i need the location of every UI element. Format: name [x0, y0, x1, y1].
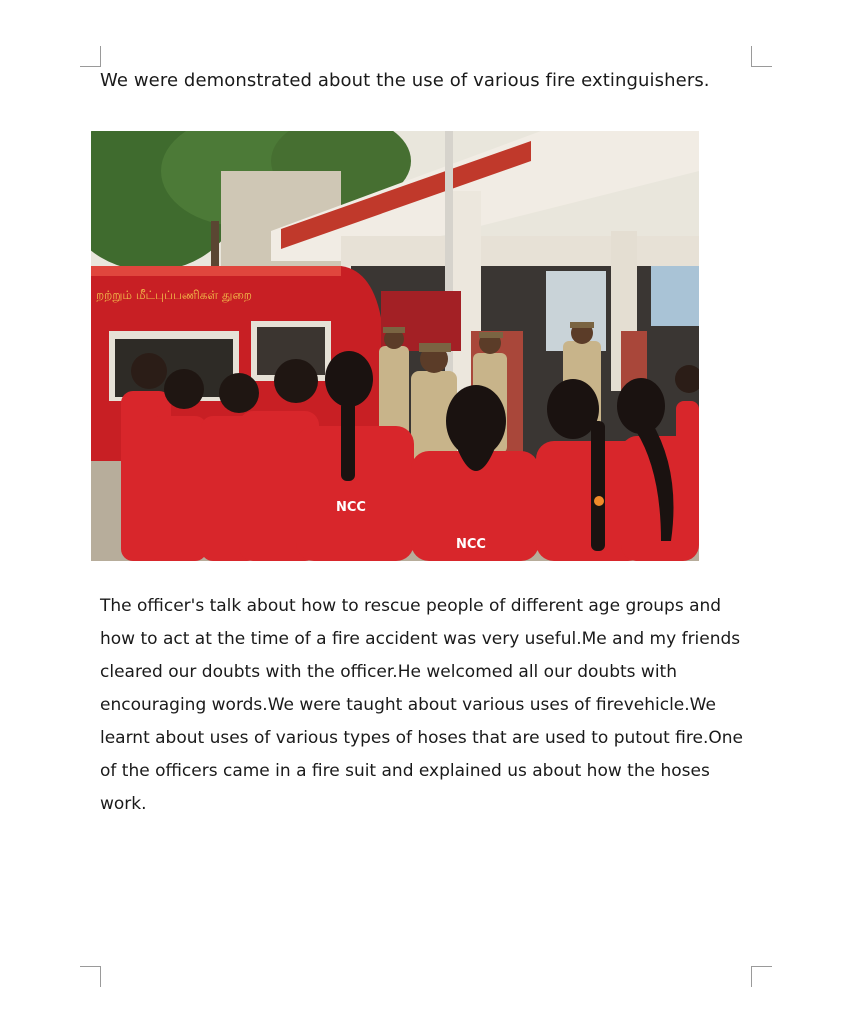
- truck-lettering: றற்றும் மீட்புப்பணிகள் துறை: [96, 288, 252, 302]
- page-heading: We were demonstrated about the use of various fire extinguishers.: [100, 70, 710, 91]
- shirt-ncc-label-1: NCC: [336, 500, 366, 515]
- crop-mark-top-right: [751, 46, 772, 67]
- body-paragraph: The officer's talk about how to rescue people of different age groups and how to act at the time of a fire accident was very useful.Me and my friends cleared our doubts with the officer.He welcomed all our doubts with encouraging words.We were taught about various uses of firevehicle.We learnt about uses of various types of hoses that are used to putout fire.One of the officers came in a fire suit and explained us about how the hoses work.: [100, 596, 743, 814]
- crop-mark-top-left: [80, 46, 101, 67]
- crop-mark-bottom-right: [751, 966, 772, 987]
- crop-mark-bottom-left: [80, 966, 101, 987]
- shirt-ncc-label-2: NCC: [456, 537, 486, 552]
- fire-station-photo: [91, 131, 699, 561]
